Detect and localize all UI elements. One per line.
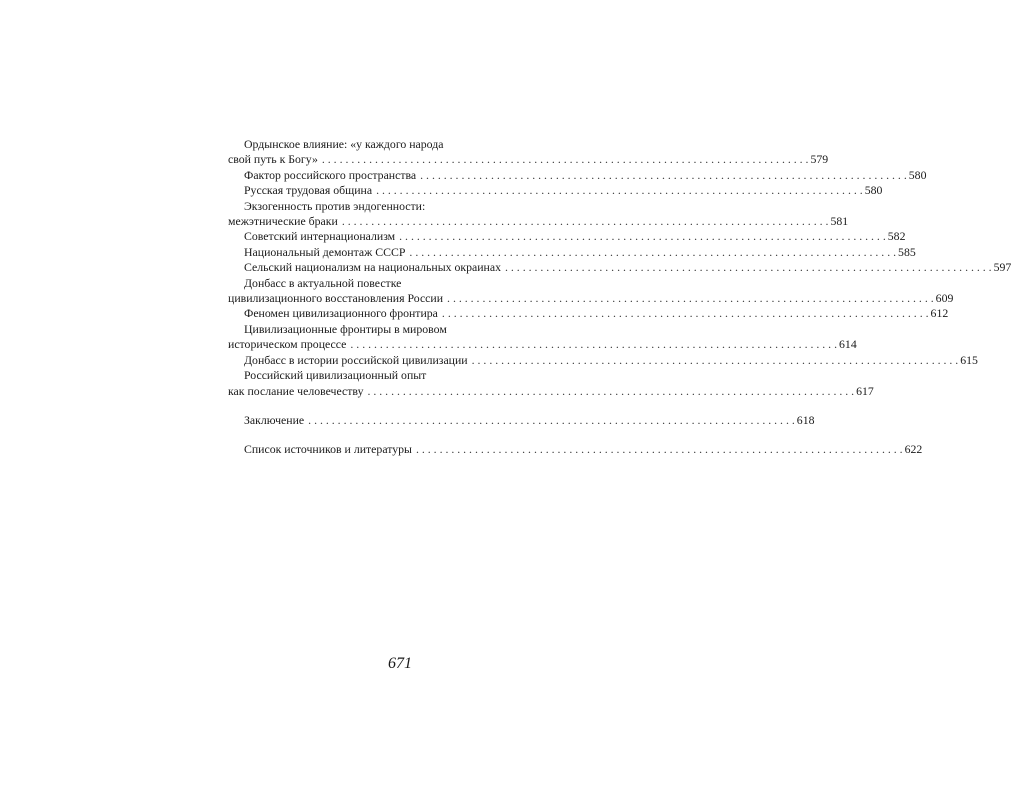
toc-entry-conclusion: [228, 412, 815, 428]
toc-entry-text: Сельский национализм на национальных окраинах: [244, 260, 501, 275]
toc-entry: [228, 244, 916, 260]
toc-entry: [228, 275, 954, 307]
dot-leader: [420, 168, 907, 183]
toc-entry-text: межэтнические браки: [228, 214, 338, 229]
toc-page-number: 597: [993, 260, 1011, 275]
toc-entry-text: Феномен цивилизационного фронтира: [244, 306, 438, 321]
toc-entry: [228, 368, 874, 399]
toc-page-number: 585: [898, 244, 916, 259]
toc-page-number: 580: [908, 167, 927, 182]
toc-entry-text: Донбасс в актуальной повестке: [244, 275, 402, 290]
page-folio: 671: [388, 655, 412, 672]
toc-page-number: 615: [960, 352, 978, 367]
toc-entry-text: Российский цивилизационный опыт: [244, 368, 427, 383]
toc-entry-text: Цивилизационные фронтиры в мировом: [244, 321, 447, 336]
toc-entry: [228, 229, 906, 244]
spacer: [228, 428, 556, 442]
dot-leader: [442, 306, 929, 321]
toc-entry-text: цивилизационного восстановления России: [228, 291, 444, 306]
table-of-contents: [228, 137, 1011, 458]
toc-page-number: 581: [830, 214, 849, 229]
toc-entry: [228, 260, 1011, 275]
dot-leader: [416, 442, 903, 457]
dot-leader: [322, 152, 809, 167]
toc-page-number: 614: [839, 337, 857, 352]
spacer: [228, 399, 556, 413]
toc-entry-text: Ордынское влияние: «у каждого народа: [244, 137, 444, 151]
toc-entry-text: Русская трудовая община: [244, 183, 373, 198]
dot-leader: [367, 384, 854, 399]
toc-page-number: 609: [935, 291, 954, 306]
toc-entry-text: Национальный демонтаж СССР: [244, 244, 406, 259]
toc-entry-text: Список источников и литературы: [244, 442, 412, 457]
toc-entry-text: историческом процессе: [228, 337, 347, 352]
dot-leader: [447, 291, 934, 306]
toc-entry-text: Советский интернационализм: [244, 229, 396, 244]
toc-page-number: 579: [810, 152, 829, 167]
toc-entry: [228, 183, 883, 198]
toc-page-number: 582: [887, 229, 906, 244]
toc-page-number: 618: [796, 412, 815, 427]
toc-entry-text: Заключение: [244, 412, 305, 427]
toc-entry-text: Фактор российского пространства: [244, 167, 417, 182]
toc-page-number: 622: [904, 442, 923, 457]
toc-page-number: 617: [856, 383, 874, 398]
dot-leader: [505, 260, 992, 275]
toc-entry-text: как послание человечеству: [228, 383, 364, 398]
dot-leader: [376, 183, 863, 198]
dot-leader: [342, 214, 829, 229]
dot-leader: [409, 245, 896, 260]
toc-entry-text: Экзогенность против эндогенности:: [244, 198, 426, 213]
toc-entry-references: [228, 442, 923, 457]
toc-entry-text: Донбасс в истории российской цивилизации: [244, 352, 468, 367]
toc-entry: [228, 167, 927, 183]
toc-entry: [228, 198, 849, 230]
toc-entry: [228, 321, 857, 353]
toc-page-number: 612: [930, 306, 949, 321]
toc-entry: [228, 137, 829, 168]
toc-page-number: 580: [864, 183, 883, 198]
toc-entry: [228, 306, 949, 321]
dot-leader: [350, 337, 837, 352]
toc-entry: [228, 352, 978, 368]
toc-entry-text: свой путь к Богу»: [228, 152, 318, 167]
dot-leader: [399, 229, 886, 244]
dot-leader: [472, 353, 959, 368]
dot-leader: [308, 413, 795, 428]
